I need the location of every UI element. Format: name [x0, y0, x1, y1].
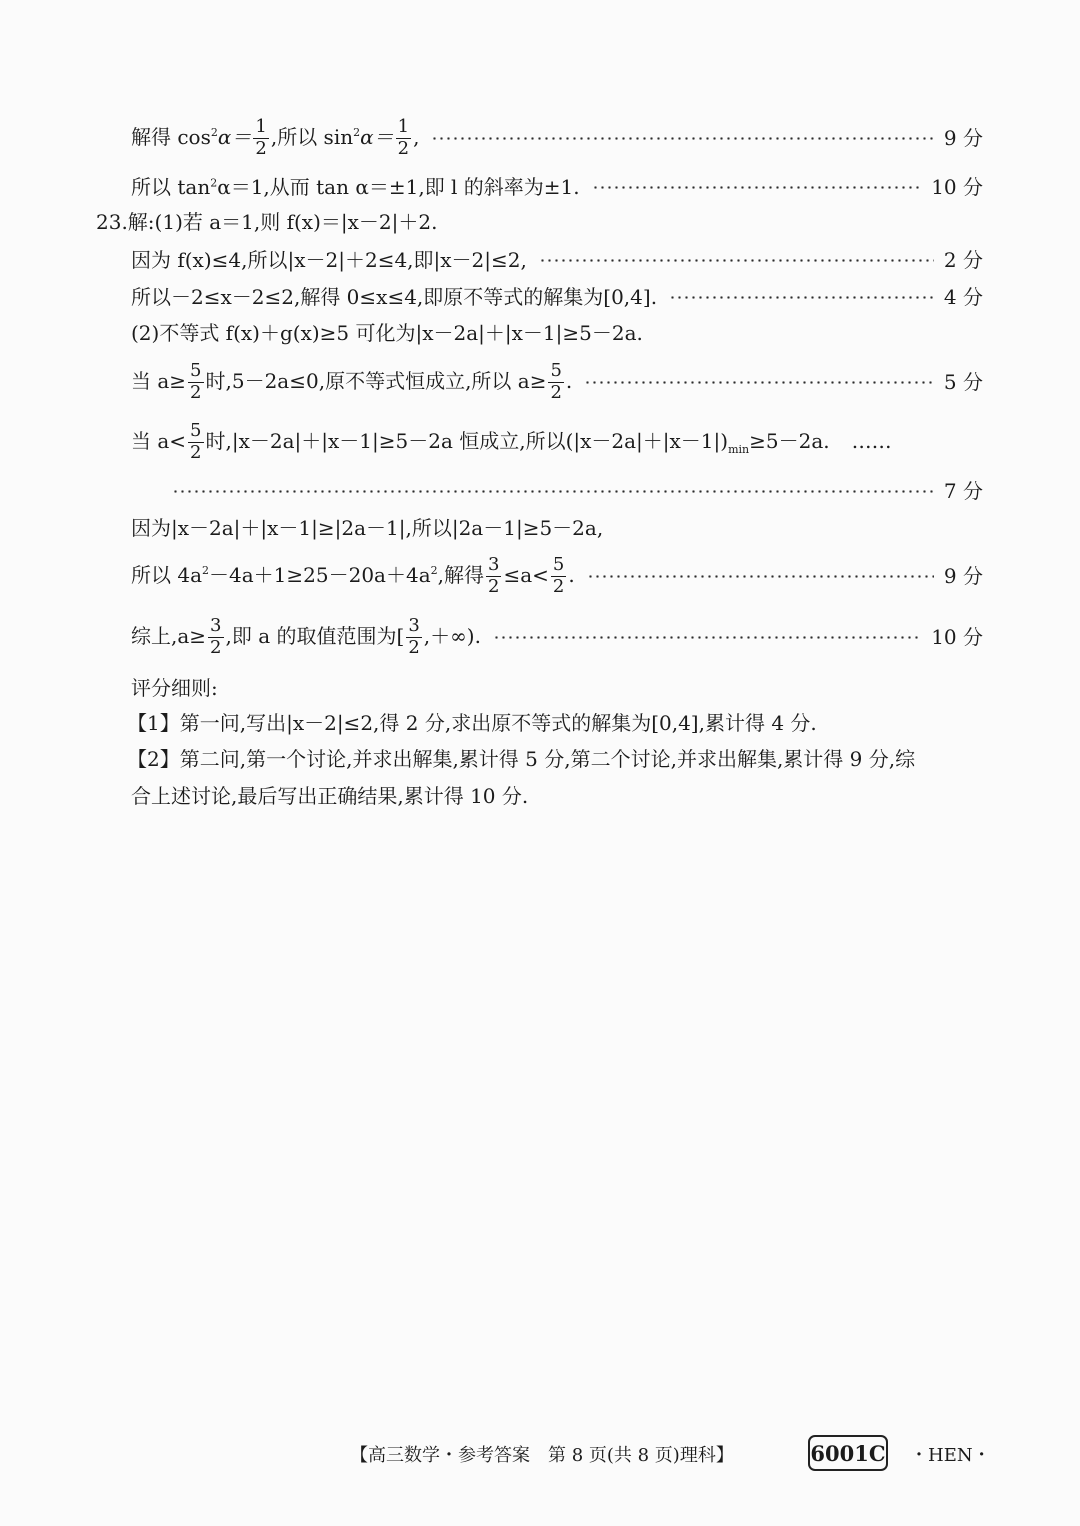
dot-leader — [431, 137, 933, 140]
dot-leader — [539, 259, 934, 262]
line-text: 因为 f(x)≤4,所以|x－2|＋2≤4,即|x－2|≤2, — [131, 248, 527, 272]
dot-leader — [592, 186, 922, 189]
solution-line — [131, 554, 983, 598]
line-text: 所以－2≤x－2≤2,解得 0≤x≤4,即原不等式的解集为[0,4]. — [131, 285, 658, 309]
solution-line — [131, 286, 983, 308]
line-text: 【2】第二问,第一个讨论,并求出解集,累计得 5 分,第二个讨论,并求出解集,累计得 9 分,综 — [127, 747, 916, 771]
solution-line — [131, 615, 983, 659]
line-text: 所以 $\tan^2\alpha=1$,从而 tan α＝±1,即 l 的斜率为±1. — [131, 175, 580, 199]
line-text: 因为|x－2a|＋|x－1|≥|2a－1|,所以|2a－1|≥5－2a, — [131, 516, 604, 540]
solution-line — [131, 517, 983, 539]
score: 2 分 — [943, 248, 983, 272]
dot-leader — [172, 490, 934, 493]
score: 10 分 — [931, 175, 983, 199]
fraction: $\frac{3}{2}$ — [210, 614, 222, 658]
line-text: 综上,a≥ $\frac{3}{2}$ ,即 a 的取值范围为[ $\frac{3}{2}$ ,＋∞). — [131, 614, 481, 658]
solution-line — [131, 115, 983, 159]
line-text: 当 a< $\frac{5}{2}$ 时,|x－2a|＋|x－1|≥5－2a 恒成立,所以$(|x-2a|+|x-1|)_{min}\ge 5-2a$. …… — [131, 419, 892, 463]
solution-line — [131, 421, 983, 463]
grading-rule — [127, 712, 983, 734]
line-text: 所以 $4a^2-4a+1\ge 25-20a+4a^2$,解得 $\frac{3}{2}$ ≤a< $\frac{5}{2}$ . — [131, 553, 575, 597]
paper-code-badge: 6001C — [808, 1435, 888, 1471]
fraction: $\frac{1}{2}$ — [255, 115, 267, 159]
dot-leader — [584, 381, 934, 384]
problem-heading — [96, 211, 983, 233]
score: 4 分 — [943, 285, 983, 309]
dot-leader — [493, 636, 921, 639]
line-text: 评分细则: — [131, 676, 218, 700]
continuation-line — [172, 480, 983, 502]
fraction: $\frac{1}{2}$ — [397, 115, 410, 159]
fraction: $\frac{5}{2}$ — [190, 359, 202, 403]
fraction: $\frac{5}{2}$ — [190, 419, 202, 463]
solution-line — [131, 176, 983, 198]
dot-leader — [669, 296, 934, 299]
dot-leader — [587, 575, 934, 578]
line-text: (2)不等式 f(x)＋g(x)≥5 可化为|x－2a|＋|x－1|≥5－2a. — [131, 321, 643, 345]
line-text: 当 a≥ $\frac{5}{2}$ 时,5－2a≤0,原不等式恒成立,所以 a≥ $\frac{5}{2}$ . — [131, 359, 573, 403]
fraction: $\frac{3}{2}$ — [408, 614, 420, 658]
grading-heading — [131, 677, 983, 699]
line-text: 23.解:(1)若 a＝1,则 f(x)＝|x－2|＋2. — [96, 210, 438, 234]
fraction: $\frac{5}{2}$ — [552, 553, 565, 597]
grading-rule — [127, 748, 983, 770]
score: 7 分 — [943, 479, 983, 503]
score: 9 分 — [943, 564, 983, 588]
solution-line — [131, 361, 983, 403]
fraction: $\frac{5}{2}$ — [550, 359, 562, 403]
line-text: 合上述讨论,最后写出正确结果,累计得 10 分. — [131, 784, 529, 808]
score: 10 分 — [931, 625, 983, 649]
score: 9 分 — [943, 126, 983, 150]
fraction: $\frac{3}{2}$ — [487, 553, 500, 597]
line-text: 解得 $\cos^2\alpha=$ $\frac{1}{2}$ ,所以 $\sin^2\alpha=$ $\frac{1}{2}$ , — [131, 115, 420, 159]
line-text: 【1】第一问,写出|x－2|≤2,得 2 分,求出原不等式的解集为[0,4],累计得 4 分. — [127, 711, 817, 735]
region-code: ・HEN・ — [910, 1445, 991, 1466]
footer-label: 【高三数学・参考答案 第 8 页(共 8 页)理科】 — [350, 1445, 734, 1466]
page-footer — [0, 1435, 1080, 1475]
solution-line — [131, 322, 983, 344]
grading-rule-continued — [131, 785, 983, 807]
score: 5 分 — [943, 370, 983, 394]
solution-line — [131, 249, 983, 271]
